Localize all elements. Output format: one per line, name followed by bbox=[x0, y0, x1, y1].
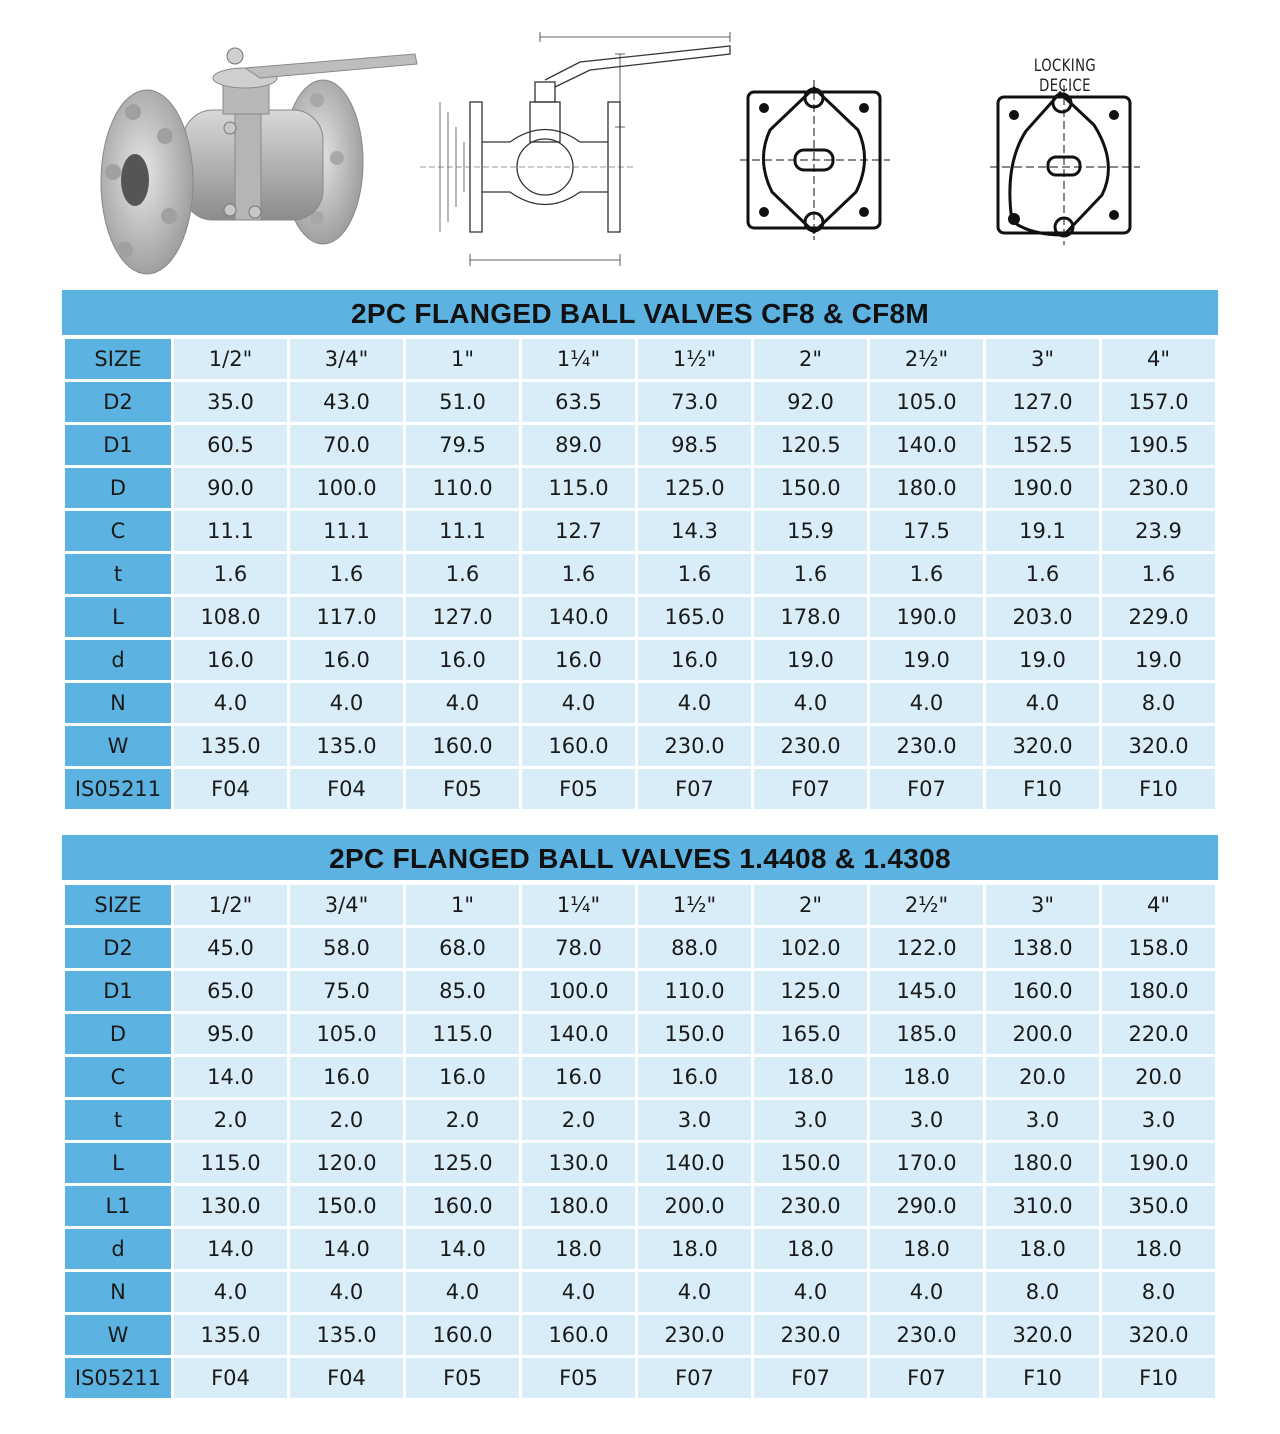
value-cell: 150.0 bbox=[754, 468, 867, 508]
value-cell: 95.0 bbox=[174, 1014, 287, 1054]
ball-valve-photo bbox=[95, 40, 425, 275]
value-cell: 12.7 bbox=[522, 511, 635, 551]
value-cell: 11.1 bbox=[406, 511, 519, 551]
value-cell: 14.0 bbox=[290, 1229, 403, 1269]
size-cell: 3" bbox=[986, 339, 1099, 379]
value-cell: 230.0 bbox=[870, 726, 983, 766]
value-cell: 115.0 bbox=[174, 1143, 287, 1183]
value-cell: 88.0 bbox=[638, 928, 751, 968]
value-cell: 3.0 bbox=[638, 1100, 751, 1140]
size-cell: 2½" bbox=[870, 339, 983, 379]
row-label: D2 bbox=[65, 928, 171, 968]
value-cell: 190.0 bbox=[986, 468, 1099, 508]
value-cell: F10 bbox=[986, 1358, 1099, 1398]
value-cell: F10 bbox=[1102, 769, 1215, 809]
value-cell: 230.0 bbox=[1102, 468, 1215, 508]
value-cell: 190.0 bbox=[1102, 1143, 1215, 1183]
value-cell: 135.0 bbox=[174, 726, 287, 766]
value-cell: 3.0 bbox=[986, 1100, 1099, 1140]
table-row bbox=[65, 726, 1215, 766]
value-cell: F07 bbox=[754, 769, 867, 809]
row-label: SIZE bbox=[65, 885, 171, 925]
value-cell: 19.1 bbox=[986, 511, 1099, 551]
value-cell: 73.0 bbox=[638, 382, 751, 422]
value-cell: 85.0 bbox=[406, 971, 519, 1011]
row-label: D bbox=[65, 1014, 171, 1054]
table-row bbox=[65, 1358, 1215, 1398]
table-row bbox=[65, 597, 1215, 637]
value-cell: 19.0 bbox=[870, 640, 983, 680]
value-cell: 60.5 bbox=[174, 425, 287, 465]
value-cell: 122.0 bbox=[870, 928, 983, 968]
table-row bbox=[65, 1229, 1215, 1269]
value-cell: 138.0 bbox=[986, 928, 1099, 968]
row-label: L1 bbox=[65, 1186, 171, 1226]
value-cell: 16.0 bbox=[406, 1057, 519, 1097]
value-cell: 140.0 bbox=[522, 1014, 635, 1054]
value-cell: 150.0 bbox=[290, 1186, 403, 1226]
value-cell: 145.0 bbox=[870, 971, 983, 1011]
table-row bbox=[65, 769, 1215, 809]
value-cell: 230.0 bbox=[870, 1315, 983, 1355]
value-cell: F05 bbox=[522, 1358, 635, 1398]
value-cell: 1.6 bbox=[406, 554, 519, 594]
value-cell: 108.0 bbox=[174, 597, 287, 637]
value-cell: 4.0 bbox=[870, 683, 983, 723]
value-cell: 140.0 bbox=[522, 597, 635, 637]
value-cell: 105.0 bbox=[870, 382, 983, 422]
size-cell: 4" bbox=[1102, 885, 1215, 925]
value-cell: 4.0 bbox=[406, 1272, 519, 1312]
value-cell: 2.0 bbox=[174, 1100, 287, 1140]
value-cell: 1.6 bbox=[986, 554, 1099, 594]
value-cell: F05 bbox=[406, 769, 519, 809]
row-label: D2 bbox=[65, 382, 171, 422]
table-row bbox=[65, 425, 1215, 465]
value-cell: 18.0 bbox=[870, 1229, 983, 1269]
value-cell: 78.0 bbox=[522, 928, 635, 968]
value-cell: 125.0 bbox=[638, 468, 751, 508]
value-cell: 320.0 bbox=[986, 726, 1099, 766]
value-cell: 127.0 bbox=[986, 382, 1099, 422]
value-cell: 1.6 bbox=[522, 554, 635, 594]
value-cell: 157.0 bbox=[1102, 382, 1215, 422]
value-cell: 18.0 bbox=[754, 1057, 867, 1097]
value-cell: 3.0 bbox=[870, 1100, 983, 1140]
spec-table-14408 bbox=[62, 882, 1218, 1401]
value-cell: 1.6 bbox=[290, 554, 403, 594]
row-label: W bbox=[65, 726, 171, 766]
locking-device-label: LOCKING DECICE bbox=[1033, 56, 1097, 96]
table-row bbox=[65, 1014, 1215, 1054]
table-row bbox=[65, 928, 1215, 968]
value-cell: 1.6 bbox=[174, 554, 287, 594]
value-cell: F04 bbox=[174, 769, 287, 809]
value-cell: 320.0 bbox=[1102, 1315, 1215, 1355]
value-cell: 120.0 bbox=[290, 1143, 403, 1183]
valve-dimension-drawing bbox=[420, 32, 740, 272]
value-cell: 4.0 bbox=[174, 1272, 287, 1312]
value-cell: 185.0 bbox=[870, 1014, 983, 1054]
value-cell: 230.0 bbox=[638, 1315, 751, 1355]
value-cell: 150.0 bbox=[754, 1143, 867, 1183]
value-cell: 98.5 bbox=[638, 425, 751, 465]
value-cell: 16.0 bbox=[522, 1057, 635, 1097]
product-figures bbox=[0, 0, 1280, 285]
value-cell: 160.0 bbox=[522, 1315, 635, 1355]
value-cell: 180.0 bbox=[870, 468, 983, 508]
value-cell: 180.0 bbox=[986, 1143, 1099, 1183]
value-cell: 150.0 bbox=[638, 1014, 751, 1054]
value-cell: 4.0 bbox=[986, 683, 1099, 723]
value-cell: F04 bbox=[174, 1358, 287, 1398]
value-cell: 310.0 bbox=[986, 1186, 1099, 1226]
table-row bbox=[65, 640, 1215, 680]
value-cell: 1.6 bbox=[1102, 554, 1215, 594]
value-cell: 100.0 bbox=[522, 971, 635, 1011]
row-label: d bbox=[65, 1229, 171, 1269]
value-cell: 16.0 bbox=[290, 1057, 403, 1097]
value-cell: 170.0 bbox=[870, 1143, 983, 1183]
value-cell: 20.0 bbox=[986, 1057, 1099, 1097]
value-cell: 135.0 bbox=[290, 726, 403, 766]
value-cell: 18.0 bbox=[1102, 1229, 1215, 1269]
value-cell: 4.0 bbox=[290, 683, 403, 723]
table-2-title: 2PC FLANGED BALL VALVES 1.4408 & 1.4308 bbox=[62, 835, 1218, 880]
value-cell: 18.0 bbox=[638, 1229, 751, 1269]
value-cell: 11.1 bbox=[290, 511, 403, 551]
value-cell: 16.0 bbox=[406, 640, 519, 680]
value-cell: 19.0 bbox=[754, 640, 867, 680]
table-row bbox=[65, 468, 1215, 508]
value-cell: 79.5 bbox=[406, 425, 519, 465]
table-row bbox=[65, 1143, 1215, 1183]
value-cell: F07 bbox=[754, 1358, 867, 1398]
value-cell: 178.0 bbox=[754, 597, 867, 637]
table-row bbox=[65, 554, 1215, 594]
value-cell: 115.0 bbox=[406, 1014, 519, 1054]
value-cell: 320.0 bbox=[1102, 726, 1215, 766]
value-cell: 8.0 bbox=[986, 1272, 1099, 1312]
value-cell: 165.0 bbox=[754, 1014, 867, 1054]
value-cell: 4.0 bbox=[290, 1272, 403, 1312]
table-row bbox=[65, 1272, 1215, 1312]
value-cell: 1.6 bbox=[638, 554, 751, 594]
table-row bbox=[65, 1057, 1215, 1097]
value-cell: 65.0 bbox=[174, 971, 287, 1011]
size-cell: 1/2" bbox=[174, 339, 287, 379]
table-1-title: 2PC FLANGED BALL VALVES CF8 & CF8M bbox=[62, 290, 1218, 335]
size-cell: 3/4" bbox=[290, 339, 403, 379]
value-cell: 165.0 bbox=[638, 597, 751, 637]
value-cell: 117.0 bbox=[290, 597, 403, 637]
table-row bbox=[65, 971, 1215, 1011]
table-row bbox=[65, 1186, 1215, 1226]
size-cell: 3" bbox=[986, 885, 1099, 925]
value-cell: 11.1 bbox=[174, 511, 287, 551]
value-cell: 200.0 bbox=[638, 1186, 751, 1226]
value-cell: 350.0 bbox=[1102, 1186, 1215, 1226]
value-cell: 3.0 bbox=[754, 1100, 867, 1140]
value-cell: 75.0 bbox=[290, 971, 403, 1011]
value-cell: 160.0 bbox=[522, 726, 635, 766]
value-cell: 8.0 bbox=[1102, 683, 1215, 723]
value-cell: 1.6 bbox=[870, 554, 983, 594]
value-cell: 160.0 bbox=[406, 1315, 519, 1355]
value-cell: 16.0 bbox=[174, 640, 287, 680]
value-cell: 18.0 bbox=[986, 1229, 1099, 1269]
value-cell: 3.0 bbox=[1102, 1100, 1215, 1140]
value-cell: 230.0 bbox=[754, 726, 867, 766]
size-cell: 1" bbox=[406, 339, 519, 379]
table-row bbox=[65, 1100, 1215, 1140]
value-cell: 14.0 bbox=[174, 1057, 287, 1097]
value-cell: 14.0 bbox=[174, 1229, 287, 1269]
value-cell: 290.0 bbox=[870, 1186, 983, 1226]
size-cell: 3/4" bbox=[290, 885, 403, 925]
size-cell: 1/2" bbox=[174, 885, 287, 925]
value-cell: 18.0 bbox=[870, 1057, 983, 1097]
size-cell: 1½" bbox=[638, 339, 751, 379]
value-cell: 100.0 bbox=[290, 468, 403, 508]
value-cell: 220.0 bbox=[1102, 1014, 1215, 1054]
value-cell: 90.0 bbox=[174, 468, 287, 508]
value-cell: F10 bbox=[986, 769, 1099, 809]
value-cell: 45.0 bbox=[174, 928, 287, 968]
value-cell: 63.5 bbox=[522, 382, 635, 422]
spec-table-cf8 bbox=[62, 336, 1218, 812]
row-label: N bbox=[65, 683, 171, 723]
value-cell: 1.6 bbox=[754, 554, 867, 594]
value-cell: 14.3 bbox=[638, 511, 751, 551]
size-cell: 2½" bbox=[870, 885, 983, 925]
value-cell: F07 bbox=[638, 769, 751, 809]
value-cell: 160.0 bbox=[406, 1186, 519, 1226]
row-label: SIZE bbox=[65, 339, 171, 379]
value-cell: 4.0 bbox=[406, 683, 519, 723]
value-cell: 92.0 bbox=[754, 382, 867, 422]
value-cell: 180.0 bbox=[1102, 971, 1215, 1011]
value-cell: 43.0 bbox=[290, 382, 403, 422]
value-cell: 20.0 bbox=[1102, 1057, 1215, 1097]
value-cell: 19.0 bbox=[986, 640, 1099, 680]
row-label: t bbox=[65, 1100, 171, 1140]
value-cell: 140.0 bbox=[638, 1143, 751, 1183]
value-cell: 140.0 bbox=[870, 425, 983, 465]
value-cell: 105.0 bbox=[290, 1014, 403, 1054]
locking-device-icon bbox=[990, 85, 1140, 245]
value-cell: F10 bbox=[1102, 1358, 1215, 1398]
value-cell: 230.0 bbox=[638, 726, 751, 766]
value-cell: 200.0 bbox=[986, 1014, 1099, 1054]
value-cell: 8.0 bbox=[1102, 1272, 1215, 1312]
value-cell: 120.5 bbox=[754, 425, 867, 465]
value-cell: 160.0 bbox=[986, 971, 1099, 1011]
row-label: L bbox=[65, 597, 171, 637]
value-cell: 130.0 bbox=[174, 1186, 287, 1226]
row-label: t bbox=[65, 554, 171, 594]
value-cell: 152.5 bbox=[986, 425, 1099, 465]
value-cell: 4.0 bbox=[638, 683, 751, 723]
value-cell: 135.0 bbox=[290, 1315, 403, 1355]
value-cell: 230.0 bbox=[754, 1315, 867, 1355]
value-cell: 16.0 bbox=[638, 640, 751, 680]
value-cell: 110.0 bbox=[638, 971, 751, 1011]
size-cell: 1¼" bbox=[522, 885, 635, 925]
value-cell: 135.0 bbox=[174, 1315, 287, 1355]
value-cell: 130.0 bbox=[522, 1143, 635, 1183]
size-cell: 1½" bbox=[638, 885, 751, 925]
value-cell: 16.0 bbox=[290, 640, 403, 680]
row-label: D1 bbox=[65, 425, 171, 465]
size-cell: 1¼" bbox=[522, 339, 635, 379]
value-cell: 4.0 bbox=[754, 683, 867, 723]
value-cell: 23.9 bbox=[1102, 511, 1215, 551]
value-cell: 4.0 bbox=[754, 1272, 867, 1312]
table-row bbox=[65, 683, 1215, 723]
value-cell: 125.0 bbox=[406, 1143, 519, 1183]
value-cell: F07 bbox=[638, 1358, 751, 1398]
value-cell: 16.0 bbox=[638, 1057, 751, 1097]
value-cell: 180.0 bbox=[522, 1186, 635, 1226]
value-cell: 190.0 bbox=[870, 597, 983, 637]
size-cell: 1" bbox=[406, 885, 519, 925]
value-cell: F05 bbox=[522, 769, 635, 809]
value-cell: 4.0 bbox=[522, 683, 635, 723]
value-cell: F04 bbox=[290, 1358, 403, 1398]
value-cell: 4.0 bbox=[870, 1272, 983, 1312]
value-cell: 15.9 bbox=[754, 511, 867, 551]
value-cell: 58.0 bbox=[290, 928, 403, 968]
table-row bbox=[65, 1315, 1215, 1355]
value-cell: 18.0 bbox=[754, 1229, 867, 1269]
value-cell: F07 bbox=[870, 1358, 983, 1398]
value-cell: 4.0 bbox=[174, 683, 287, 723]
row-label: N bbox=[65, 1272, 171, 1312]
value-cell: 2.0 bbox=[406, 1100, 519, 1140]
value-cell: 2.0 bbox=[290, 1100, 403, 1140]
value-cell: 17.5 bbox=[870, 511, 983, 551]
value-cell: 230.0 bbox=[754, 1186, 867, 1226]
value-cell: 125.0 bbox=[754, 971, 867, 1011]
lock-plate-icon bbox=[740, 80, 890, 240]
value-cell: F07 bbox=[870, 769, 983, 809]
value-cell: 127.0 bbox=[406, 597, 519, 637]
value-cell: 320.0 bbox=[986, 1315, 1099, 1355]
row-label: IS05211 bbox=[65, 769, 171, 809]
row-label: C bbox=[65, 511, 171, 551]
value-cell: 4.0 bbox=[638, 1272, 751, 1312]
table-row bbox=[65, 382, 1215, 422]
table-row bbox=[65, 339, 1215, 379]
row-label: C bbox=[65, 1057, 171, 1097]
row-label: D1 bbox=[65, 971, 171, 1011]
row-label: L bbox=[65, 1143, 171, 1183]
value-cell: 229.0 bbox=[1102, 597, 1215, 637]
value-cell: 2.0 bbox=[522, 1100, 635, 1140]
value-cell: 89.0 bbox=[522, 425, 635, 465]
table-row bbox=[65, 511, 1215, 551]
value-cell: 16.0 bbox=[522, 640, 635, 680]
value-cell: 160.0 bbox=[406, 726, 519, 766]
table-row bbox=[65, 885, 1215, 925]
value-cell: 35.0 bbox=[174, 382, 287, 422]
size-cell: 2" bbox=[754, 885, 867, 925]
value-cell: 115.0 bbox=[522, 468, 635, 508]
value-cell: 14.0 bbox=[406, 1229, 519, 1269]
size-cell: 4" bbox=[1102, 339, 1215, 379]
value-cell: 203.0 bbox=[986, 597, 1099, 637]
row-label: IS05211 bbox=[65, 1358, 171, 1398]
value-cell: 102.0 bbox=[754, 928, 867, 968]
value-cell: 158.0 bbox=[1102, 928, 1215, 968]
row-label: W bbox=[65, 1315, 171, 1355]
row-label: d bbox=[65, 640, 171, 680]
value-cell: 18.0 bbox=[522, 1229, 635, 1269]
value-cell: 51.0 bbox=[406, 382, 519, 422]
value-cell: 70.0 bbox=[290, 425, 403, 465]
row-label: D bbox=[65, 468, 171, 508]
value-cell: F04 bbox=[290, 769, 403, 809]
value-cell: 4.0 bbox=[522, 1272, 635, 1312]
value-cell: 110.0 bbox=[406, 468, 519, 508]
value-cell: F05 bbox=[406, 1358, 519, 1398]
size-cell: 2" bbox=[754, 339, 867, 379]
value-cell: 68.0 bbox=[406, 928, 519, 968]
value-cell: 190.5 bbox=[1102, 425, 1215, 465]
value-cell: 19.0 bbox=[1102, 640, 1215, 680]
